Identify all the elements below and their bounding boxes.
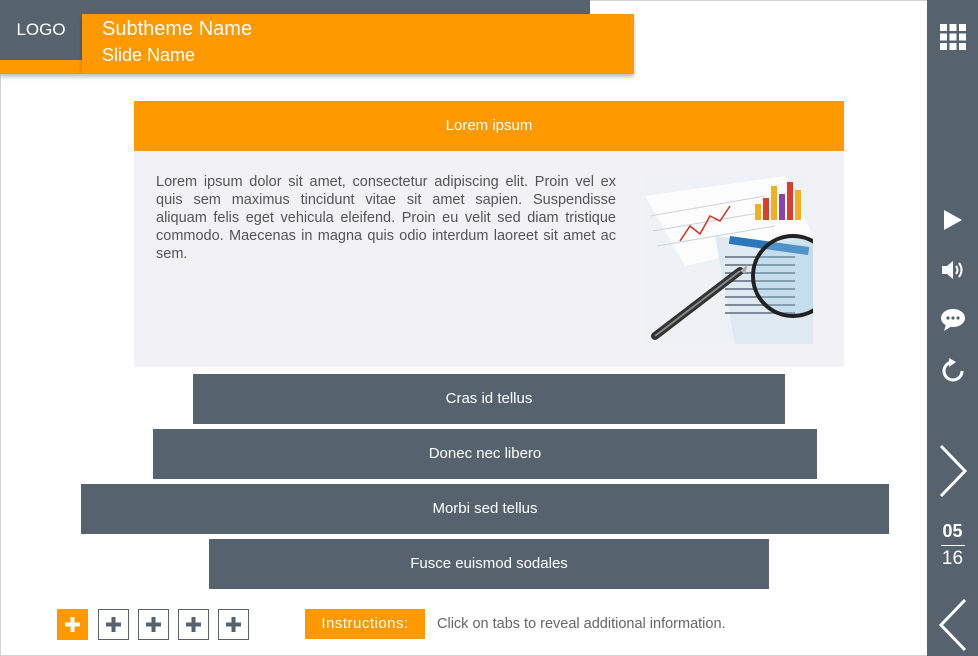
tab-morbi-sed-tellus[interactable]: Morbi sed tellus: [81, 484, 889, 534]
progress-plus-button-2[interactable]: [98, 609, 129, 640]
progress-plus-button-3[interactable]: [138, 609, 169, 640]
tab-cras-id-tellus[interactable]: Cras id tellus: [193, 374, 785, 424]
instructions-label: Instructions:: [305, 609, 425, 639]
next-icon[interactable]: [927, 444, 978, 498]
business-chart-photo: [645, 176, 813, 344]
plus-icon: [185, 616, 202, 633]
progress-plus-button-5[interactable]: [218, 609, 249, 640]
menu-grid-icon[interactable]: [927, 24, 978, 50]
play-icon[interactable]: [927, 208, 978, 232]
logo: LOGO: [0, 0, 82, 60]
plus-icon: [145, 616, 162, 633]
back-icon[interactable]: [927, 598, 978, 652]
replay-icon[interactable]: [927, 358, 978, 384]
total-page-number: 16: [941, 548, 964, 569]
player-sidebar: [927, 0, 978, 656]
tab-donec-nec-libero[interactable]: Donec nec libero: [153, 429, 817, 479]
instructions-text: Click on tabs to reveal additional information.: [437, 616, 726, 632]
progress-plus-button-4[interactable]: [178, 609, 209, 640]
subtheme-name: Subtheme Name: [102, 18, 253, 40]
current-page-number: 05: [942, 521, 963, 541]
page-divider: [941, 545, 965, 546]
tab-fusce-euismod-sodales[interactable]: Fusce euismod sodales: [209, 539, 769, 589]
top-bar: [0, 0, 590, 14]
plus-icon: [64, 616, 81, 633]
plus-icon: [225, 616, 242, 633]
volume-icon[interactable]: [927, 258, 978, 282]
content-panel: [134, 151, 844, 367]
progress-plus-button-1[interactable]: [57, 609, 88, 640]
slide-name: Slide Name: [102, 45, 196, 65]
content-panel-title: Lorem ipsum: [134, 101, 844, 151]
content-panel-text: Lorem ipsum dolor sit amet, consectetur adipiscing elit. Proin vel ex quis sem maximus tincidunt vitae sit amet sapien. Suspendisse aliquam felis eget vehicula eleifend. Proin eu velit sed diam tristique commodo. Maecenas in magna quis odio interdum laoreet sit amet ac sem.: [156, 174, 616, 262]
slide-header: [82, 14, 634, 74]
comment-icon[interactable]: [927, 308, 978, 332]
logo-accent-strip: [0, 60, 82, 74]
plus-icon: [105, 616, 122, 633]
